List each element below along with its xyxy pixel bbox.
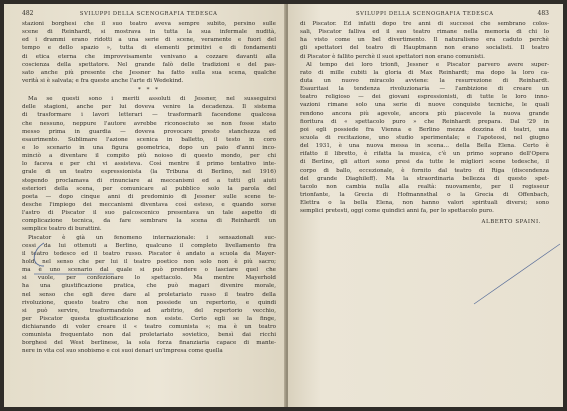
text-line: esaurimento. Sublimare l'azione scenica in balletto, il testo in coro [22,136,276,143]
text-line: di Piscator. Ed infatti dopo tre anni di successi che sembrano colos- [300,21,549,27]
text-line: fioritura di « spettacolo puro » che Reinhardt prepara. Dal '29 in [300,118,549,125]
text-line: poi egli possiede fra Vienna e Berlino mezza dozzina di teatri, una [300,126,549,133]
text-line: semplici pretesti, oggi come quindici anni fa, per lo spettacolo puro. [300,208,494,215]
text-line: dichiarando di voler creare il « teatro comunista »; ma è un teatro [22,324,276,331]
text-line: ma è uno scenario dal quale si può prendere o lasciare quel che [22,267,276,274]
right-page-body [300,20,549,215]
text-line: scene di Reinhardt, si mostrava in tutta la sua infermale nudità, [22,29,276,36]
right-running-head: SVILUPPI DELLA SCENOGRAFIA TEDESCA [355,11,494,17]
text-line: stegendo proclamava di rinunciare ai meccanismi ed a tutti gli aiuti [22,177,276,184]
text-line: lo faceva e per chi vi assisteva. Così mentre il primo tentativo inte- [22,161,276,168]
text-line: rato di mille cubiti la gloria di Max Reinhardt; ma dopo la loro ca- [300,69,549,76]
text-line: si può servire, trasformandolo ad arbitrio, del repertorio vecchio, [22,307,276,314]
text-line: cessi da lui ottenuti a Berlino, qualcuno il completo livellamento fra [22,242,276,249]
left-running-head: SVILUPPI DELLA SCENOGRAFIA TEDESCA [79,11,218,17]
text-line: semplice teatro di burattini. [22,226,102,233]
text-line: di etica eterna che improvvisamente venivano a cozzare davanti alla [22,53,276,60]
text-line: rendono ancora più agevole, ancora più piacevole la nuova grande [300,110,549,117]
right-page-number: 483 [537,10,549,17]
text-line: di Piscator è fallito perchè il suoi spettatori non erano comunisti. [300,53,485,60]
text-line: corpo di ballo, eccezionale, è fornito dal teatro di Riga (discendenza [300,167,549,174]
text-line: Al tempo dei loro trionfi, Jessner e Piscator parvero avere super- [306,61,549,68]
text-line: che nessuno, neppure l'autore avrebbe riconosciuto se non fosse stato [22,120,276,127]
text-line: tempo e dello spazio », tutta di elementi primitivi e di fondamenti [22,45,276,52]
text-line: del 1931, è una nuova messa in scena... della Bella Elena. Certo è [300,143,549,150]
text-line: tacolo non cambia nulla alla realtà: nuovamente, per il regisseur [300,183,549,190]
text-line: Elettra o la bella Elena, non hanno valori spirituali diversi; sono [300,200,549,207]
text-line: vazioni rimane solo una serie di nuove conquiste tecniche, le quali [300,102,549,109]
text-line: desche l'impiego dei meccanismi diventava così esteso, e quando sorse [22,201,276,208]
text-line: di trasformare i lavori letterari — trasformarli facendone qualcosa [22,112,276,119]
text-line: duta un nuovo miracolo avviene: la resurrezione di Reinhardt. [300,77,549,84]
book-spread [4,4,563,407]
text-line: Ma se questi sono i meriti assoluti di Jessner, nel susseguirsi [28,96,276,103]
left-page [4,4,286,407]
text-line: verità si è salvata; e fra queste anche l'arte di Wedekind. [22,77,184,84]
right-page-header [300,10,549,17]
text-line: di Berlino, gli attori sono presi da tutte le migliori scene tedesche, il [300,159,549,166]
text-line: hold, nel senso che per lui il teatro poetico non solo non è più sacro; [22,258,276,265]
text-line: comunista frequentato non dal proletariato sovietico, bensì dai ricchi [22,332,276,339]
text-line: e lo scenario in una figura geometrica, dopo un paio d'anni inco- [22,144,276,151]
text-line: Esauritasi la tendenza rivoluzionaria — l'ambizione di creare un [300,86,549,93]
text-line: grale di un teatro espressionista (la Tribuna di Berlino, nel 1916) [22,169,276,176]
text-line: sali, Piscator falliva ed il suo teatro rimane nella memoria di chi lo [300,29,549,36]
text-line: borghesi del West berlinese, la sola forza finanziaria capace di mante- [22,340,276,347]
text-line: il teatro tedesco ed il teatro russo. Piscator è andato a scuola da Mayer- [22,250,276,257]
text-line: trionfante, la Grecia di Hofmannsthal o la Grecia di Offenbach, [300,191,549,198]
text-line: ha visto come un bel divertimento. Il naturalismo era caduto perchè [300,37,549,44]
text-line: Piscator è già un fenomeno internazionale: i sensazionali suc- [28,234,276,241]
text-line: teatro religioso — dei giovani espressionisti, di tutte le loro inno- [300,94,549,101]
text-line: coscienza della spettatore. Nel grande falò delle tradizioni e del pas- [22,61,276,68]
text-line: stazioni borghesi che il suo teatro aveva sempre subito, persino sulle [22,21,276,27]
text-line: poeta — dopo cinque anni di predominio di Jessner sulle scene te- [22,193,276,200]
text-line: nere in vita col suo snobismo e coi suoi denari un'impresa come quella [22,348,223,355]
text-line: ha una giustificazione pratica, che può magari divenire morale, [22,283,276,290]
text-line: rifatto il libretto, è rifatta la musica, c'è un primo soprano dell'Opera [300,151,549,158]
text-line: l'astro di Piscator il suo palcoscenico presentava un tale aspetto di [22,210,276,217]
text-line: gli spettatori del teatro di Hauptmann non erano socialisti. Il teatro [300,45,549,52]
left-page-body [22,20,276,356]
author-signature: ALBERTO SPAINI. [481,219,541,226]
text-line: rivoluzione, questo teatro che non possiede un repertorio, e quindi [22,299,276,306]
text-line: per Piscator questa giustificazione non esiste. Certo egli se la finge, [22,315,276,322]
text-line: esteriori della scena, per comunicare al pubblico solo la parola del [22,185,276,192]
right-page [288,4,563,407]
text-line: del grande Diaghileff). Ma la straordinaria bellezza di questo spet- [300,175,549,182]
text-line: si vuole, per confezionare lo spettacolo. Ma mentre Mayerhold [22,275,276,282]
text-line: nel senso che egli deve dare al proletariato russo il teatro della [22,291,276,298]
text-line: sato anche più presente che Jessner ha fatto sulla sua scena, qualche [22,69,276,76]
text-line: delle stagioni, anche per lui doveva venire la decadenza. Il sistema [22,104,276,111]
text-line: scuola di recitazione, uno studio sperimentale; e l'apoteosi, nel giugno [300,134,549,141]
text-line: minciò a diventare il compito più noioso di questo mondo, per chi [22,153,276,160]
left-page-number: 482 [22,10,34,17]
section-divider: * * * [138,87,160,94]
text-line: messo prima in guardia — doveva provocare presto stanchezza ed [22,128,276,135]
text-line: ed i drammi erano ridotti a una serie di scene, veramente e fuori del [22,37,276,44]
text-line: complicazione tecnica, da fare sembrare la scena di Reinhardt un [22,218,276,225]
left-page-header [22,10,276,17]
